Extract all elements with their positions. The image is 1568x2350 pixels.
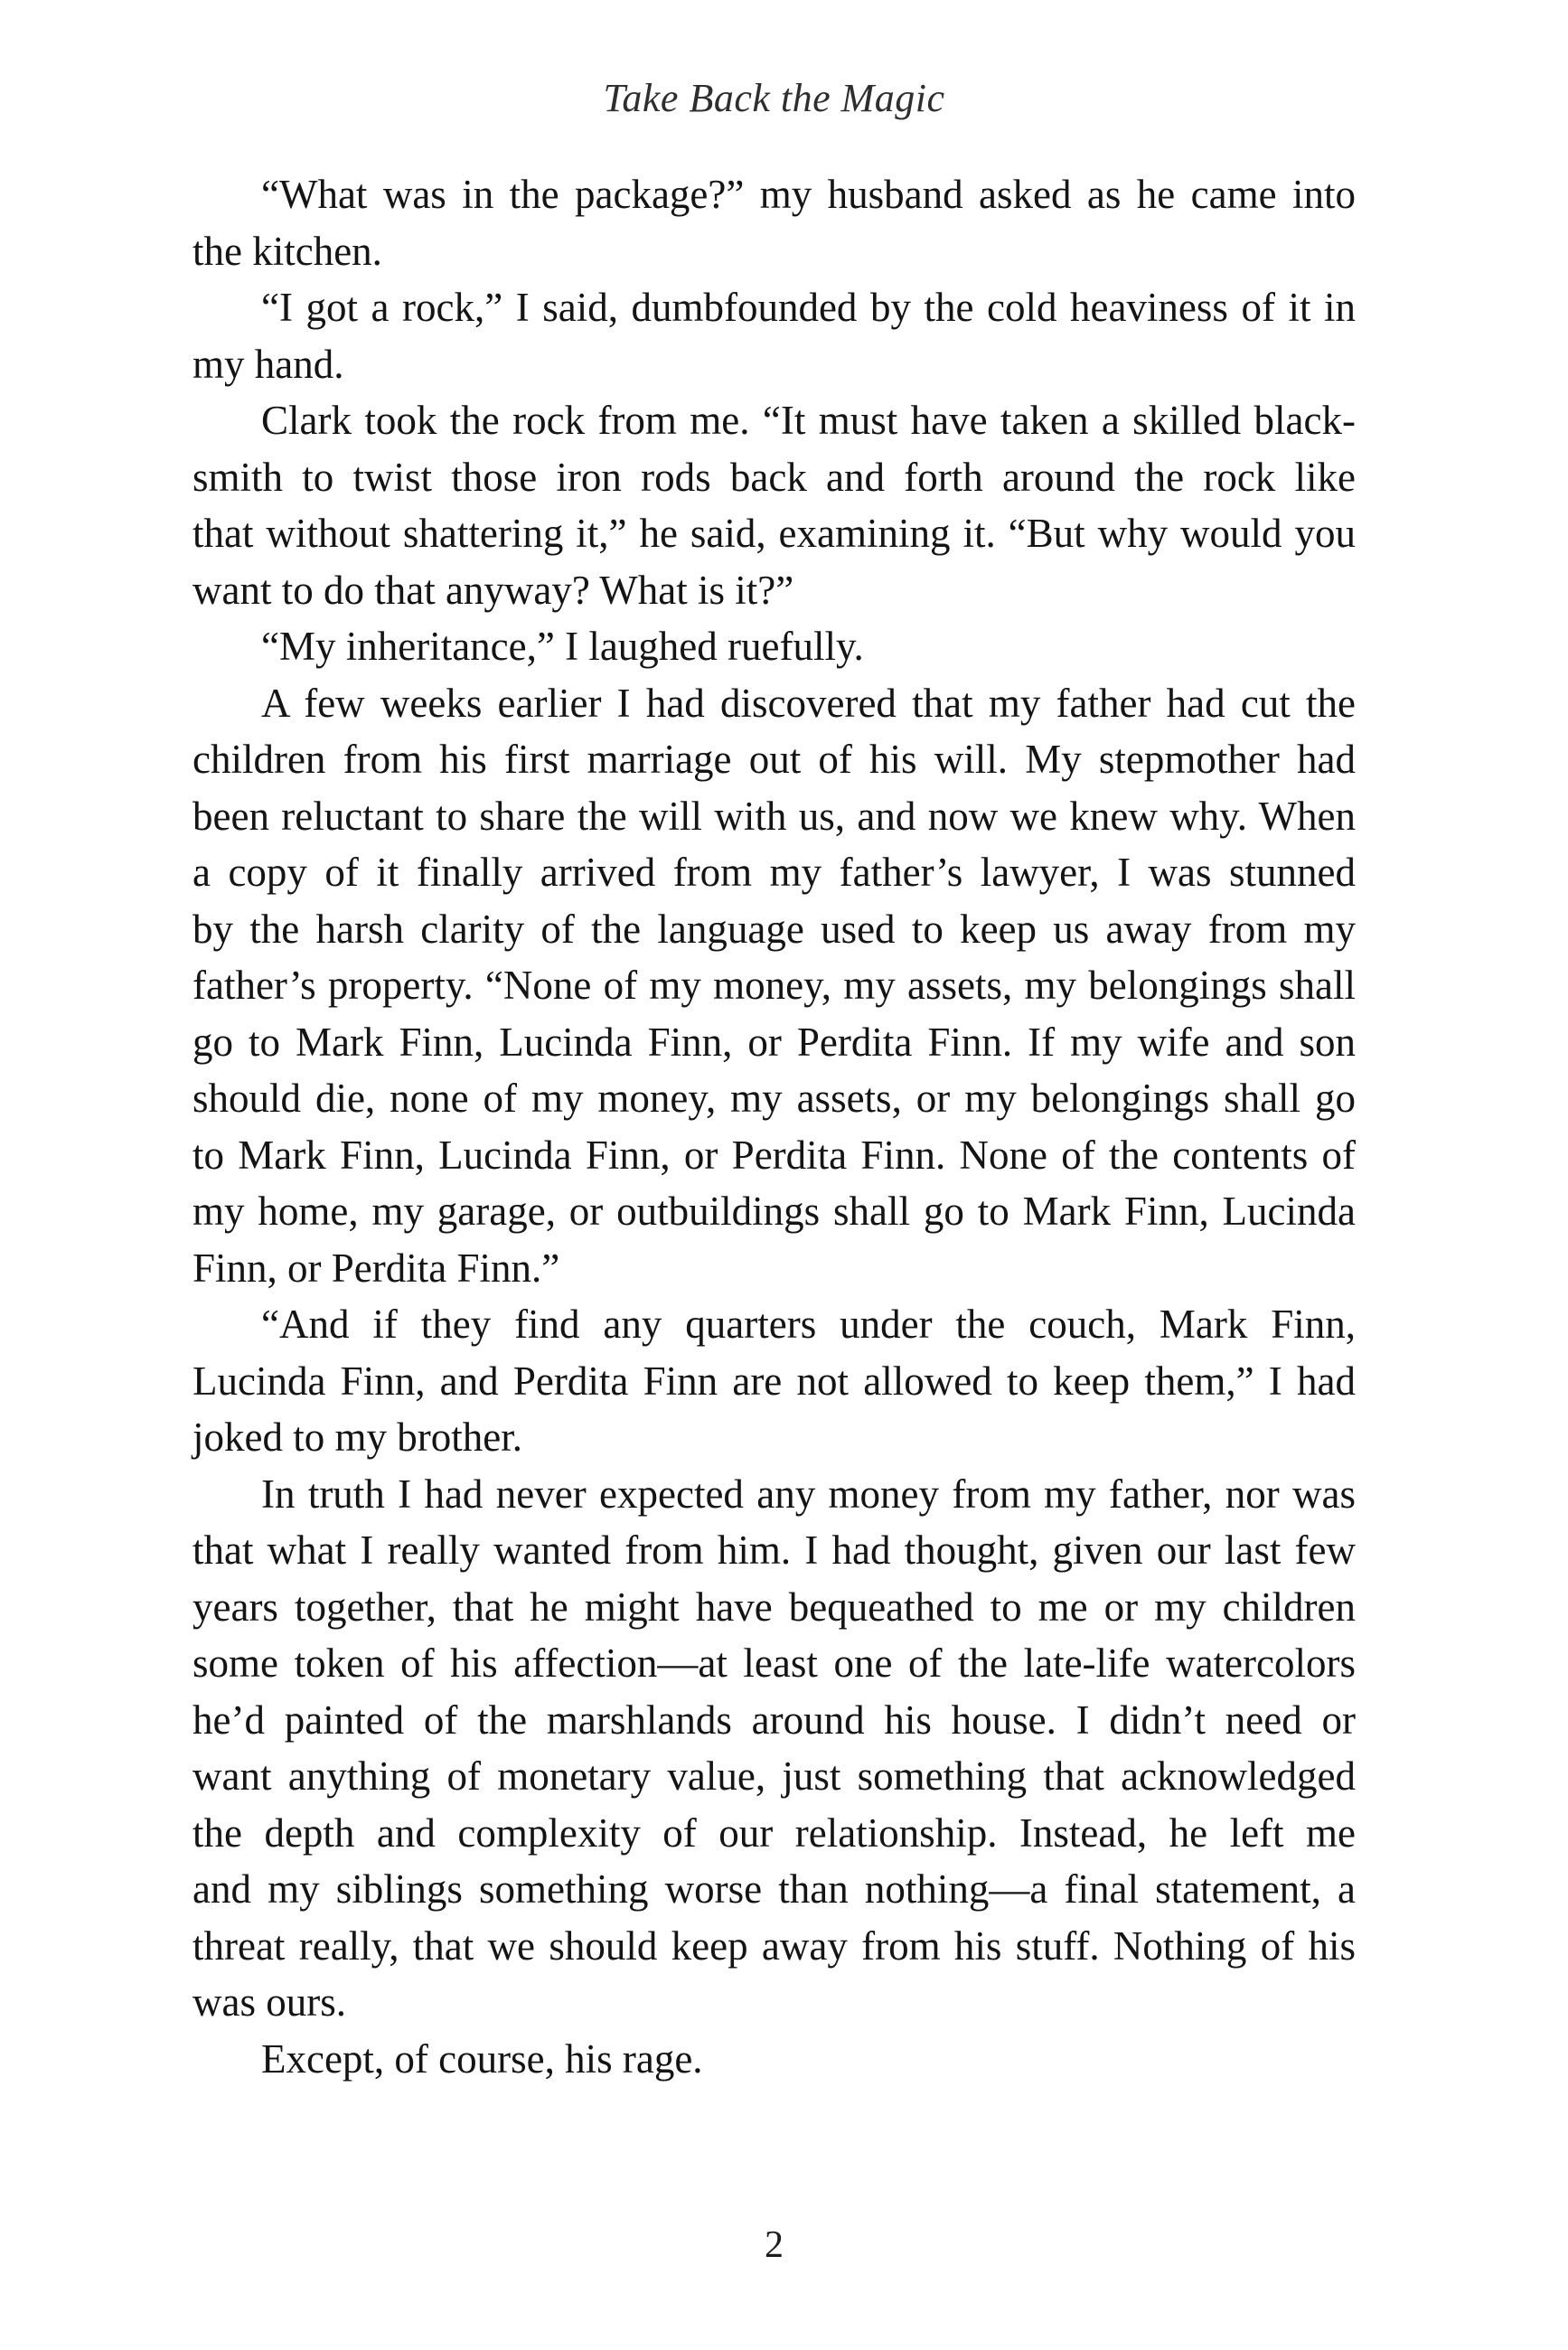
paragraph: [192, 675, 1356, 1297]
text-line: children from his first marriage out of his will. My stepmother had: [192, 737, 1356, 782]
paragraph: [192, 279, 1356, 392]
paragraph: [192, 392, 1356, 618]
text-line: want anything of monetary value, just something that acknowledged: [192, 1753, 1356, 1799]
text-line: go to Mark Finn, Lucinda Finn, or Perdita Finn. If my wife and son: [192, 1019, 1356, 1065]
text-line: father’s property. “None of my money, my assets, my belongings shall: [192, 963, 1356, 1008]
text-line: Lucinda Finn, and Perdita Finn are not allowed to keep them,” I had: [192, 1358, 1356, 1404]
text-line: Finn, or Perdita Finn.”: [192, 1245, 560, 1291]
text-line: my hand.: [192, 341, 344, 387]
text-line: “What was in the package?” my husband asked as he came into: [261, 172, 1356, 217]
paragraph: [192, 1296, 1356, 1466]
text-line: smith to twist those iron rods back and forth around the rock like: [192, 454, 1356, 500]
text-line: to Mark Finn, Lucinda Finn, or Perdita Finn. None of the contents of: [192, 1132, 1356, 1178]
text-line: “I got a rock,” I said, dumbfounded by the cold heaviness of it in: [261, 285, 1356, 330]
paragraph: [192, 2031, 1356, 2088]
text-line: threat really, that we should keep away from his stuff. Nothing of his: [192, 1922, 1356, 1969]
text-line: been reluctant to share the will with us, and now we knew why. When: [192, 793, 1356, 839]
page-number: 2: [765, 2224, 784, 2266]
text-line: he’d painted of the marshlands around his house. I didn’t need or: [192, 1697, 1356, 1743]
text-line: that what I really wanted from him. I had thought, given our last few: [192, 1528, 1356, 1573]
paragraph: [192, 618, 1356, 675]
text-line: want to do that anyway? What is it?”: [192, 567, 794, 613]
text-line: that without shattering it,” he said, examining it. “But why would you: [192, 511, 1356, 556]
text-line: and my siblings something worse than nothing—a final statement, a: [192, 1866, 1356, 1912]
text-line: should die, none of my money, my assets, or my belongings shall go: [192, 1076, 1356, 1121]
running-header: Take Back the Magic: [603, 76, 945, 120]
text-line: In truth I had never expected any money from my father, nor was: [261, 1471, 1356, 1517]
text-line: the depth and complexity of our relationship. Instead, he left me: [192, 1810, 1356, 1856]
text-line: years together, that he might have bequeathed to me or my children: [192, 1584, 1356, 1630]
text-line: was ours.: [192, 1979, 346, 2025]
text-line: my home, my garage, or outbuildings shall go to Mark Finn, Lucinda: [192, 1189, 1356, 1234]
text-line: “My inheritance,” I laughed ruefully.: [261, 624, 864, 669]
text-line: by the harsh clarity of the language used to keep us away from my: [192, 906, 1356, 952]
text-line: some token of his affection—at least one of the late-life watercolors: [192, 1640, 1356, 1686]
body-text: [192, 166, 1356, 2087]
paragraph: [192, 166, 1356, 279]
text-line: Except, of course, his rage.: [261, 2035, 703, 2082]
text-line: a copy of it finally arrived from my father’s lawyer, I was stunned: [192, 850, 1356, 895]
text-line: Clark took the rock from me. “It must have taken a skilled black-: [261, 398, 1356, 443]
text-line: joked to my brother.: [192, 1415, 522, 1460]
text-line: the kitchen.: [192, 228, 382, 274]
text-line: A few weeks earlier I had discovered that my father had cut the: [261, 680, 1356, 726]
text-line: “And if they find any quarters under the couch, Mark Finn,: [261, 1302, 1356, 1347]
paragraph: [192, 1466, 1356, 2031]
